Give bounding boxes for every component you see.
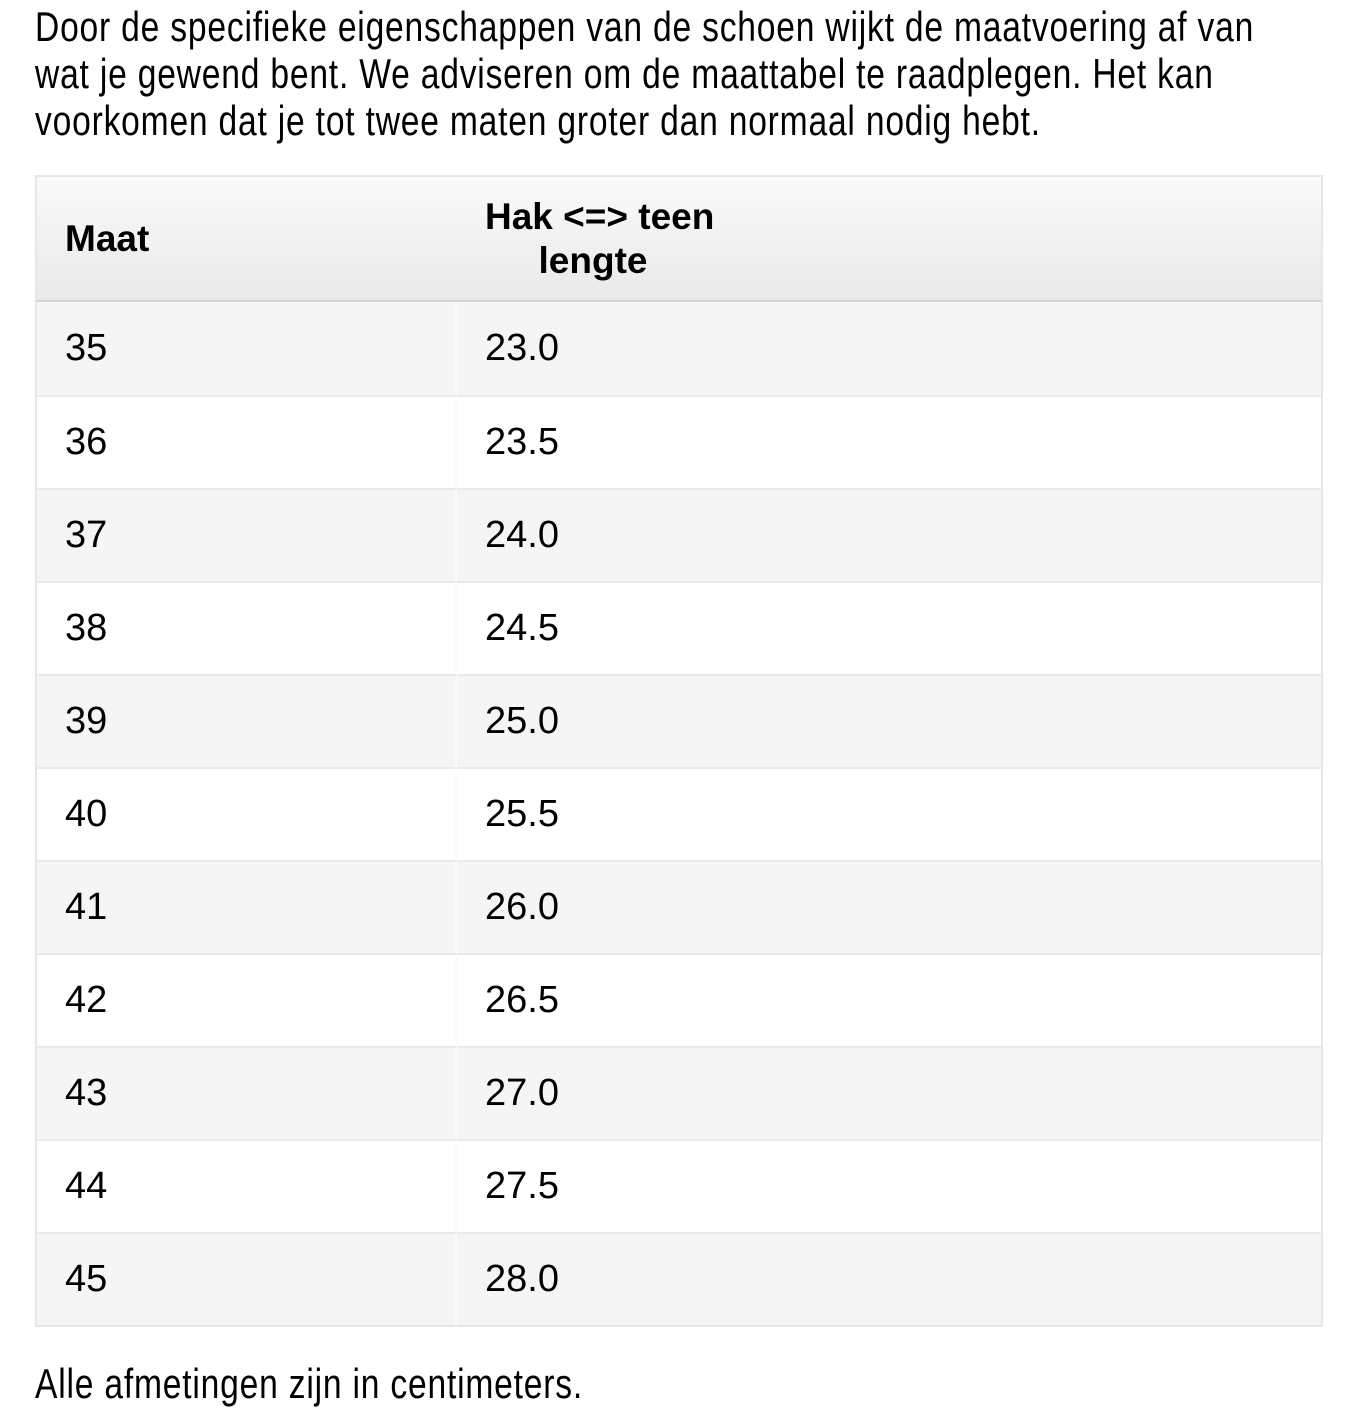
size-table-body bbox=[37, 302, 1321, 1325]
size-table bbox=[35, 175, 1323, 1327]
length-cell: 25.0 bbox=[457, 674, 1321, 767]
column-header-maat: Maat bbox=[37, 177, 457, 302]
table-row bbox=[37, 1232, 1321, 1325]
length-cell: 27.0 bbox=[457, 1046, 1321, 1139]
size-cell: 36 bbox=[37, 395, 457, 488]
table-row bbox=[37, 767, 1321, 860]
intro-paragraph bbox=[35, 0, 1255, 144]
column-header-length-text bbox=[485, 195, 715, 283]
size-cell: 38 bbox=[37, 581, 457, 674]
intro-line-3: voorkomen dat je tot twee maten groter dan normaal nodig hebt. bbox=[35, 97, 1041, 144]
size-cell: 40 bbox=[37, 767, 457, 860]
table-row bbox=[37, 302, 1321, 395]
size-guide-section bbox=[35, 0, 1323, 1407]
length-cell: 23.5 bbox=[457, 395, 1321, 488]
length-cell: 23.0 bbox=[457, 302, 1321, 395]
table-row bbox=[37, 674, 1321, 767]
size-cell: 45 bbox=[37, 1232, 457, 1325]
table-row bbox=[37, 1046, 1321, 1139]
intro-line-2: wat je gewend bent. We adviseren om de maattabel te raadplegen. Het kan bbox=[35, 50, 1214, 97]
length-header-line-2: lengte bbox=[538, 239, 648, 281]
size-cell: 44 bbox=[37, 1139, 457, 1232]
table-row bbox=[37, 953, 1321, 1046]
length-cell: 25.5 bbox=[457, 767, 1321, 860]
header-row bbox=[37, 177, 1321, 302]
intro-line-1: Door de specifieke eigenschappen van de schoen wijkt de maatvoering af van bbox=[35, 3, 1255, 50]
size-table-header bbox=[37, 177, 1321, 302]
length-cell: 24.5 bbox=[457, 581, 1321, 674]
table-row bbox=[37, 488, 1321, 581]
length-header-line-1: Hak <=> teen bbox=[485, 195, 715, 237]
length-cell: 26.5 bbox=[457, 953, 1321, 1046]
units-note: Alle afmetingen zijn in centimeters. bbox=[35, 1360, 583, 1407]
size-cell: 43 bbox=[37, 1046, 457, 1139]
table-row bbox=[37, 1139, 1321, 1232]
size-cell: 35 bbox=[37, 302, 457, 395]
size-cell: 41 bbox=[37, 860, 457, 953]
length-cell: 28.0 bbox=[457, 1232, 1321, 1325]
size-cell: 39 bbox=[37, 674, 457, 767]
table-row bbox=[37, 395, 1321, 488]
length-cell: 26.0 bbox=[457, 860, 1321, 953]
length-cell: 24.0 bbox=[457, 488, 1321, 581]
column-header-length bbox=[457, 177, 1321, 302]
size-cell: 37 bbox=[37, 488, 457, 581]
table-row bbox=[37, 860, 1321, 953]
size-cell: 42 bbox=[37, 953, 457, 1046]
table-row bbox=[37, 581, 1321, 674]
length-cell: 27.5 bbox=[457, 1139, 1321, 1232]
